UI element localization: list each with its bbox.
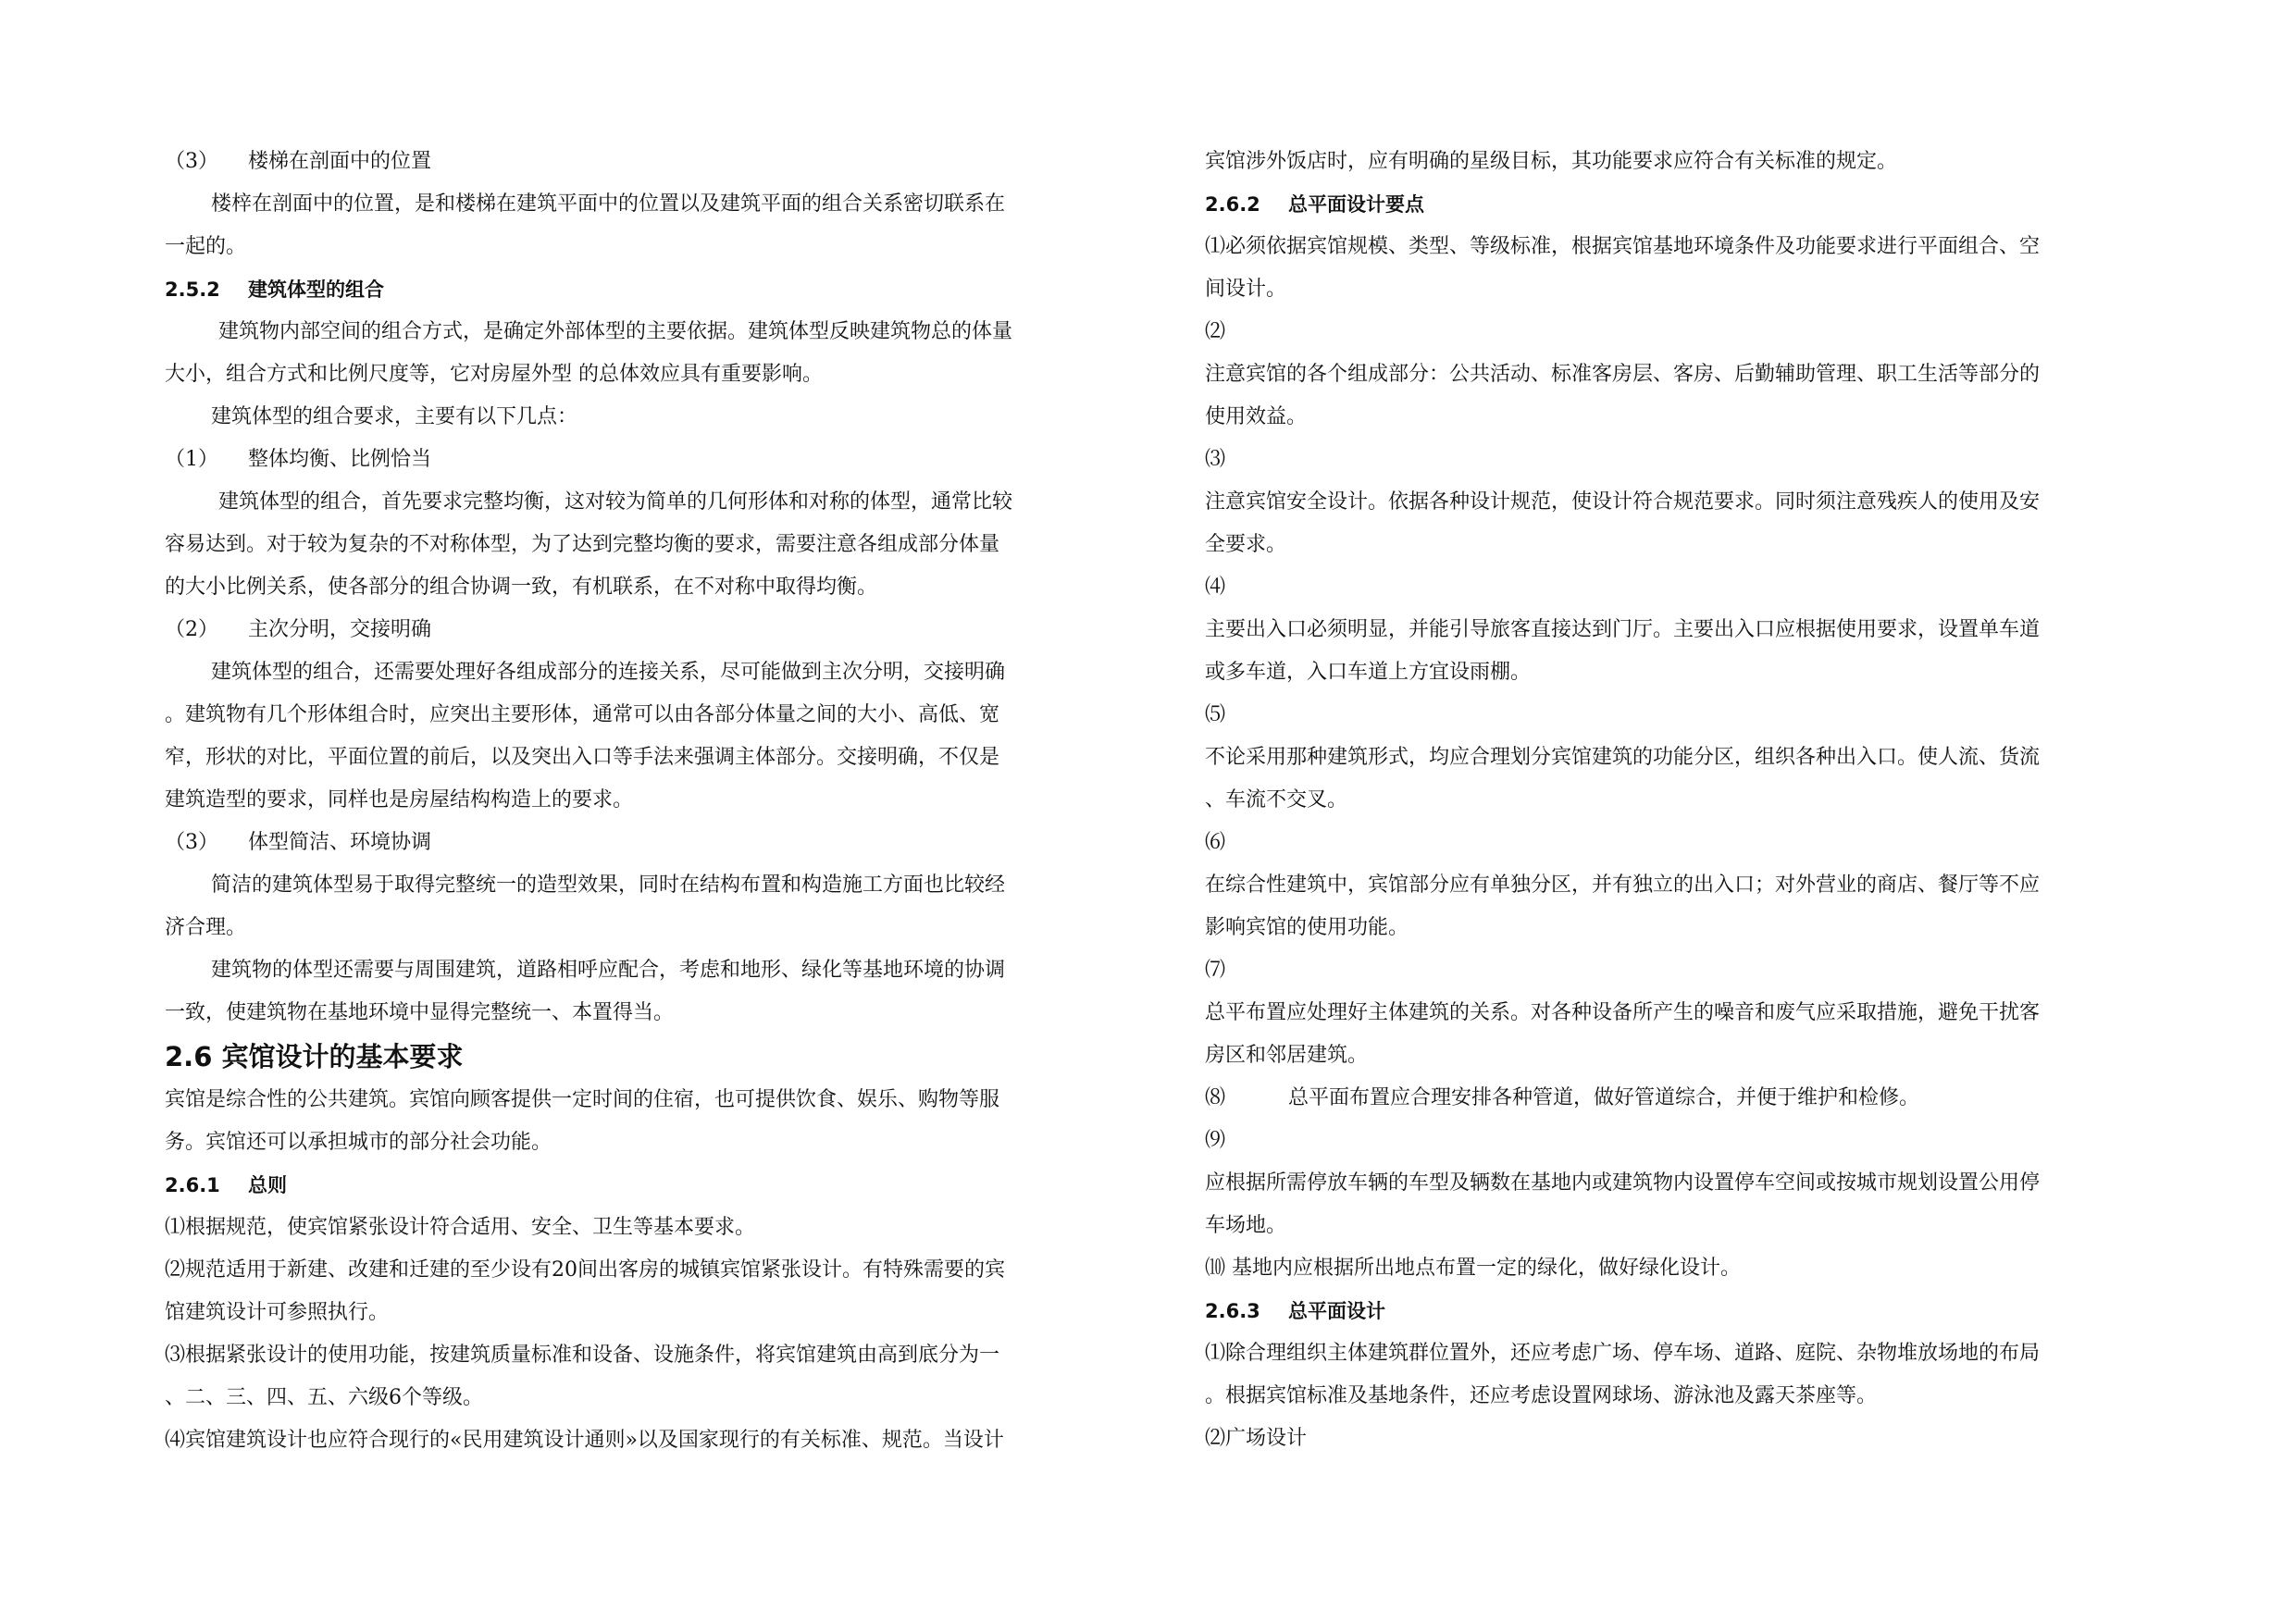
paragraph-line: 注意宾馆的各个组成部分：公共活动、标准客房层、客房、后勤辅助管理、职工生活等部分的 [1205, 363, 2041, 386]
chapter-heading: 2.6 宾馆设计的基本要求 [165, 1041, 464, 1072]
paragraph-line: 楼梓在剖面中的位置，是和楼梯在建筑平面中的位置以及建筑平面的组合关系密切联系在 [211, 192, 1006, 216]
right-column [1205, 141, 2177, 1460]
paragraph-line: 、二、三、四、五、六级6个等级。 [165, 1386, 483, 1409]
list-item: ⑷宾馆建筑设计也应符合现行的«民用建筑设计通则»以及国家现行的有关标准、规范。当设计 [165, 1429, 1004, 1452]
list-number: ⑶ [1205, 448, 1226, 471]
section-heading: 2.6.1 总则 [165, 1174, 287, 1196]
paragraph-line: 不论采用那种建筑形式，均应合理划分宾馆建筑的功能分区，组织各种出入口。使人流、货流 [1205, 746, 2041, 769]
list-item: ⑶根据紧张设计的使用功能，按建筑质量标准和设备、设施条件，将宾馆建筑由高到底分为一 [165, 1344, 1000, 1367]
paragraph-line: 建筑体型的组合要求，主要有以下几点： [211, 405, 578, 428]
paragraph-line: 应根据所需停放车辆的车型及辆数在基地内或建筑物内设置停车空间或按城市规划设置公用停 [1205, 1171, 2041, 1195]
list-item: ⑻ 总平面布置应合理安排各种管道，做好管道综合，并便于维护和检修。 [1205, 1086, 1920, 1109]
paragraph-line: 注意宾馆安全设计。依据各种设计规范，使设计符合规范要求。同时须注意残疾人的使用及安 [1205, 490, 2041, 514]
paragraph-line: 车场地。 [1205, 1214, 1287, 1237]
list-number: ⑹ [1205, 831, 1226, 854]
list-item: ⑵广场设计 [1205, 1427, 1308, 1450]
paragraph-line: 简洁的建筑体型易于取得完整统一的造型效果，同时在结构布置和构造施工方面也比较经 [211, 873, 1006, 897]
paragraph-line: 容易达到。对于较为复杂的不对称体型，为了达到完整均衡的要求，需要注意各组成部分体量 [165, 533, 1000, 556]
paragraph-line: 全要求。 [1205, 533, 1287, 556]
list-item: ⑴除合理组织主体建筑群位置外，还应考虑广场、停车场、道路、庭院、杂物堆放场地的布局 [1205, 1342, 2041, 1365]
list-number: ⑼ [1205, 1129, 1226, 1152]
list-number: ⑸ [1205, 703, 1226, 726]
paragraph-line: 房区和邻居建筑。 [1205, 1044, 1369, 1067]
paragraph-line: 一起的。 [165, 235, 247, 258]
list-number: ⑵ [1205, 320, 1226, 343]
list-number: ⑷ [1205, 576, 1226, 599]
paragraph-line: 一致，使建筑物在基地环境中显得完整统一、本置得当。 [165, 1001, 675, 1024]
paragraph-line: 建筑体型的组合，首先要求完整均衡，这对较为简单的几何形体和对称的体型，通常比较 [218, 490, 1013, 514]
section-heading: 2.6.2 总平面设计要点 [1205, 193, 1424, 216]
list-item: ⑴必须依据宾馆规模、类型、等级标准，根据宾馆基地环境条件及功能要求进行平面组合、空 [1205, 235, 2041, 258]
section-heading: 2.5.2 建筑体型的组合 [165, 279, 384, 301]
paragraph-line: 建筑体型的组合，还需要处理好各组成部分的连接关系，尽可能做到主次分明，交接明确 [211, 661, 1006, 684]
list-item: ⑽ 基地内应根据所出地点布置一定的绿化，做好绿化设计。 [1205, 1257, 1741, 1280]
paragraph-line: 影响宾馆的使用功能。 [1205, 916, 1409, 939]
paragraph-line: 的大小比例关系，使各部分的组合协调一致，有机联系，在不对称中取得均衡。 [165, 576, 878, 599]
paragraph-line: 主要出入口必须明显，并能引导旅客直接达到门厅。主要出入口应根据使用要求，设置单车道 [1205, 618, 2041, 641]
paragraph-line: 在综合性建筑中，宾馆部分应有单独分区，并有独立的出入口；对外营业的商店、餐厅等不应 [1205, 873, 2041, 897]
subheading: （3） 楼梯在剖面中的位置 [165, 150, 432, 173]
list-item: ⑵规范适用于新建、改建和迁建的至少设有20间出客房的城镇宾馆紧张设计。有特殊需要的宾 [165, 1258, 1005, 1282]
left-column [165, 141, 1136, 1462]
list-number: ⑺ [1205, 959, 1226, 982]
paragraph-line: 。根据宾馆标准及基地条件，还应考虑设置网球场、游泳池及露天茶座等。 [1205, 1384, 1878, 1407]
paragraph-line: 务。宾馆还可以承担城市的部分社会功能。 [165, 1131, 552, 1154]
paragraph-line: 宾馆是综合性的公共建筑。宾馆向顾客提供一定时间的住宿，也可提供饮食、娱乐、购物等服 [165, 1088, 1000, 1111]
section-heading: 2.6.3 总平面设计 [1205, 1300, 1385, 1322]
subheading: （3） 体型简洁、环境协调 [165, 831, 432, 854]
paragraph-line: 、车流不交叉。 [1205, 788, 1348, 812]
paragraph-line: 使用效益。 [1205, 405, 1308, 428]
list-item: ⑴根据规范，使宾馆紧张设计符合适用、安全、卫生等基本要求。 [165, 1216, 756, 1239]
paragraph-line: 馆建筑设计可参照执行。 [165, 1301, 390, 1324]
paragraph-line: 建筑物的体型还需要与周围建筑，道路相呼应配合，考虑和地形、绿化等基地环境的协调 [211, 959, 1006, 982]
paragraph-line: 窄，形状的对比，平面位置的前后，以及突出入口等手法来强调主体部分。交接明确，不仅是 [165, 746, 1000, 769]
subheading: （2） 主次分明，交接明确 [165, 618, 432, 641]
paragraph-line: 建筑造型的要求，同样也是房屋结构构造上的要求。 [165, 788, 634, 812]
paragraph-line: 建筑物内部空间的组合方式，是确定外部体型的主要依据。建筑体型反映建筑物总的体量 [218, 320, 1013, 343]
paragraph-line: 宾馆涉外饭店时，应有明确的星级目标，其功能要求应符合有关标准的规定。 [1205, 150, 1898, 173]
paragraph-line: 。建筑物有几个形体组合时，应突出主要形体，通常可以由各部分体量之间的大小、高低、宽 [165, 703, 1000, 726]
paragraph-line: 济合理。 [165, 916, 247, 939]
subheading: （1） 整体均衡、比例恰当 [165, 448, 432, 471]
paragraph-line: 大小，组合方式和比例尺度等，它对房屋外型 的总体效应具有重要影响。 [165, 363, 823, 386]
paragraph-line: 或多车道，入口车道上方宜设雨棚。 [1205, 661, 1532, 684]
paragraph-line: 总平布置应处理好主体建筑的关系。对各种设备所产生的噪音和废气应采取措施，避免干扰客 [1205, 1001, 2041, 1024]
paragraph-line: 间设计。 [1205, 278, 1287, 301]
